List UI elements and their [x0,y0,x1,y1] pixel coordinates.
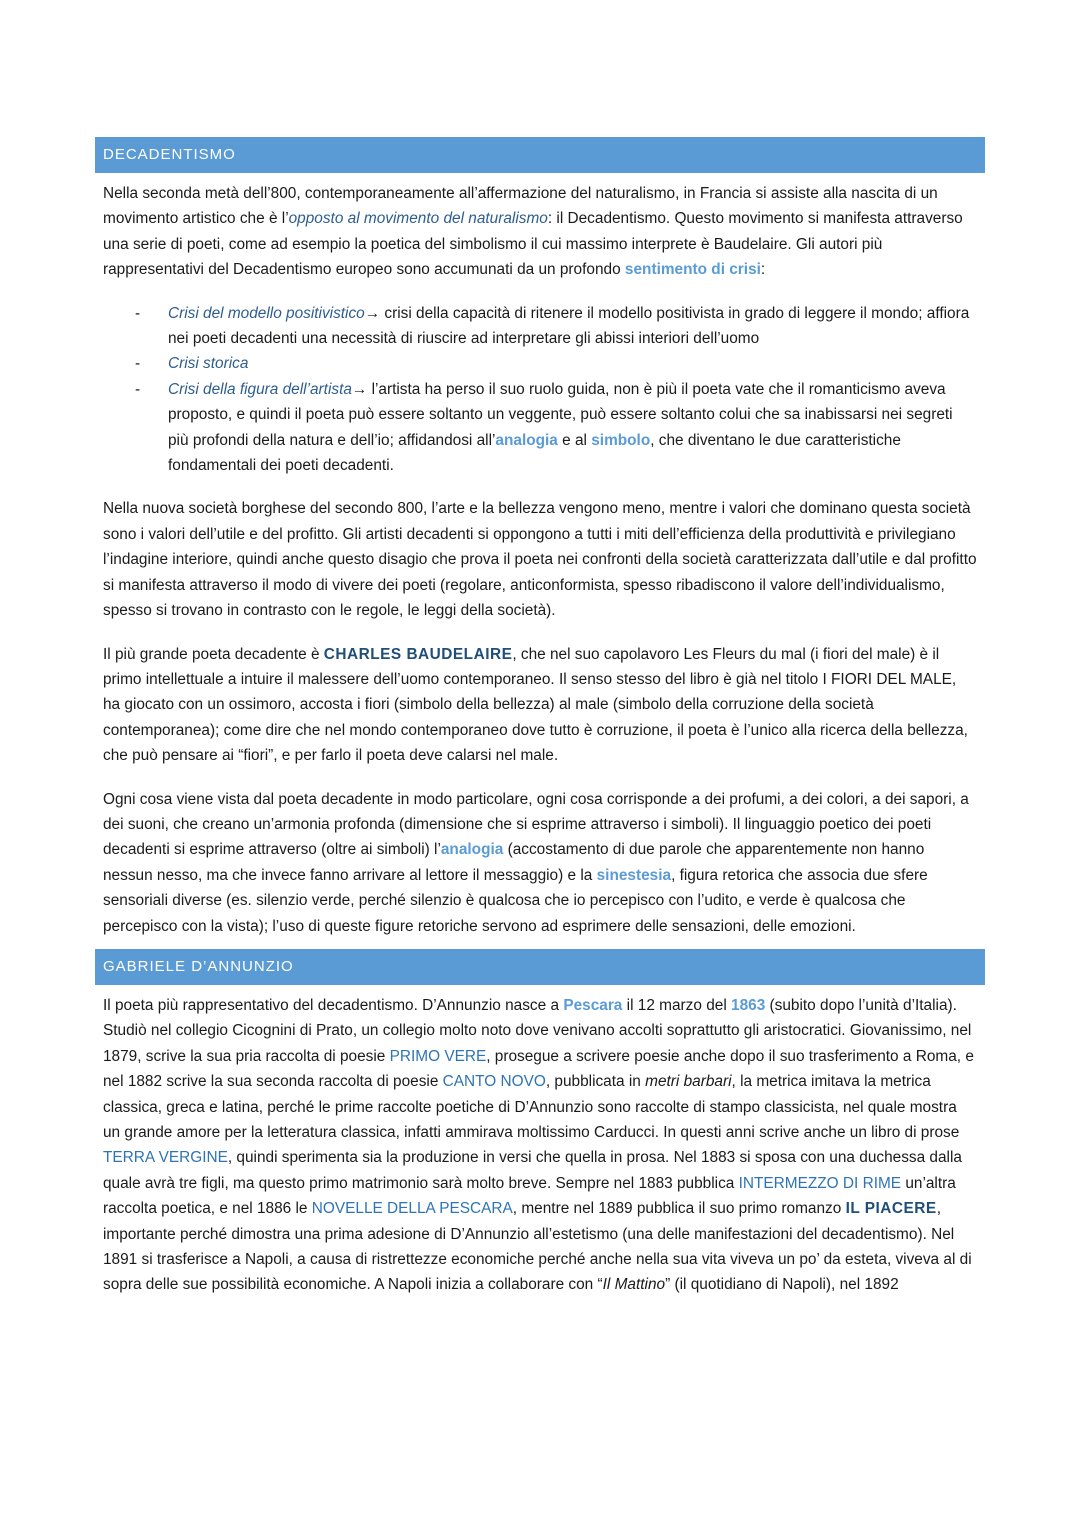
section-header-dannunzio: GABRIELE D’ANNUNZIO [95,949,985,985]
highlight-opposto: opposto al movimento del naturalismo [288,210,548,228]
dash-marker: - [135,380,141,398]
section-header-decadentismo: DECADENTISMO [95,137,985,173]
highlight-sinestesia: sinestesia [596,866,672,884]
work-novelle-della-pescara: NOVELLE DELLA PESCARA [311,1200,513,1218]
work-terra-vergine: TERRA VERGINE [103,1149,228,1167]
intro-paragraph: Nella seconda metà dell’800, contemporaneamente all’affermazione del naturalismo, in Francia si assiste alla nascita di un movimento artistico che è l’opposto al movimento del naturalismo: il Decadentismo. Questo movimento si manifesta attraverso una serie di poeti, come ad esempio la poetica del simbolismo il cui massimo interprete è Baudelaire. Gli autori più rappresentativi del Decadentismo europeo sono accumunati da un profondo sentimento di crisi: [103,185,963,279]
dannunzio-paragraph: Il poeta più rappresentativo del decadentismo. D’Annunzio nasce a Pescara il 12 marzo del 1863 (subito dopo l’unità d’Italia). Studiò nel collegio Cicognini di Prato, un collegio molto noto dove venivano accolti soprattutto gli aristocratici. Giovanissimo, nel 1879, scrive la sua pria raccolta di poesie PRIMO VERE, prosegue a scrivere poesie anche dopo il suo trasferimento a Roma, e nel 1882 scrive la sua seconda raccolta di poesie CANTO NOVO, pubblicata in metri barbari, la metrica imitava la metrica classica, greca e latina, perché le prime raccolte poetiche di D’Annunzio sono raccolte di stampo classicista, nel quale mostra un grande amore per la letteratura classica, infatti ammirava moltissimo Carducci. In questi anni scrive anche un libro di prose TERRA VERGINE, quindi sperimenta sia la produzione in versi che quella in prosa. Nel 1883 si sposa con una duchessa dalla quale avrà tre figli, ma questo primo matrimonio sarà molto breve. Sempre nel 1883 pubblica INTERMEZZO DI RIME un’altra raccolta poetica, e nel 1886 le NOVELLE DELLA PESCARA, mentre nel 1889 pubblica il suo primo romanzo IL PIACERE, importante perché dimostra una prima adesione di D’Annunzio all’estetismo (una delle manifestazioni del decadentismo). Nel 1891 si trasferisce a Napoli, a causa di ristrettezze economiche perché anche nella sua vita viveva un po’ da esteta, viveva al di sopra delle sue possibilità economiche. A Napoli inizia a collaborare con “Il Mattino” (il quotidiano di Napoli), nel 1892 [103,996,974,1294]
arrow-icon: → [351,380,368,398]
work-intermezzo-di-rime: INTERMEZZO DI RIME [738,1174,902,1192]
list-item [95,351,985,376]
arrow-icon: → [364,304,381,322]
baudelaire-paragraph: Il più grande poeta decadente è CHARLES BAUDELAIRE, che nel suo capolavoro Les Fleurs du mal (i fiori del male) è il primo intellettuale a intuire il malessere dell’uomo contemporaneo. Il senso stesso del libro è già nel titolo I FIORI DEL MALE, ha giocato con un ossimoro, accosta i fiori (simbolo della bellezza) al male (simbolo della corruzione della società contemporanea); come dire che nel mondo contemporaneo dove tutto è corruzione, il poeta è l’unico alla ricerca della bellezza, che può pensare ai “fiori”, e per farlo il poeta deve calarsi nel male. [103,645,968,765]
highlight-baudelaire: CHARLES BAUDELAIRE [323,645,513,663]
highlight-analogia: analogia [495,431,558,449]
dash-marker: - [135,304,141,322]
list-item: - Crisi del modello positivistico→ crisi della capacità di ritenere il modello positivista in grado di leggere il mondo; affiora nei poeti decadenti una necessità di riuscire ad interpretare gli abissi interiori dell’uomo [95,301,985,352]
work-canto-novo: CANTO NOVO [442,1073,546,1091]
highlight-pescara: Pescara [563,996,623,1014]
work-il-piacere: IL PIACERE [845,1200,937,1218]
crisis-list [95,301,985,479]
work-primo-vere: PRIMO VERE [389,1047,487,1065]
society-paragraph: Nella nuova società borghese del secondo 800, l’arte e la bellezza vengono meno, mentre i valori che dominano questa società sono i valori dell’utile e del profitto. Gli artisti decadenti si oppongono a tutti i miti dell’efficienza della produttività e privilegiano l’indagine interiore, quindi anche questo disagio che prova il poeta nei confronti della società caratterizzata dall’utile e dal profitto si manifesta attraverso il modo di vivere dei poeti (regolare, anticonformista, spesso ribadiscono il valore dell’individualismo, spesso si trovano in contrasto con le regole, le leggi della società). [103,500,977,620]
list-item-title: Crisi storica [168,355,249,373]
highlight-1863: 1863 [731,996,766,1014]
highlight-sentimento-di-crisi: sentimento di crisi [624,261,761,279]
language-paragraph: Ogni cosa viene vista dal poeta decadente in modo particolare, ogni cosa corrisponde a dei profumi, a dei colori, a dei sapori, a dei suoni, che creano un’armonia profonda (dimensione che si esprime attraverso i simboli). Il linguaggio poetico dei poeti decadenti si esprime attraverso (oltre ai simboli) l’analogia (accostamento di due parole che apparentemente non hanno nessun nesso, ma che invece fanno arrivare al lettore il messaggio) e la sinestesia, figura retorica che associa due sfere sensoriali diverse (es. silenzio verde, perché silenzio è qualcosa che io percepisco con l’udito, e verde è qualcosa che percepisco con la vista); l’uso di queste figure retoriche servono ad esprimere delle sensazioni, delle emozioni. [103,790,969,935]
list-item-title: Crisi del modello positivistico [168,304,365,322]
list-item-title: Crisi della figura dell’artista [168,380,352,398]
metri-barbari: metri barbari [645,1073,732,1091]
highlight-simbolo: simbolo [591,431,651,449]
highlight-analogia-2: analogia [440,841,504,859]
newspaper-il-mattino: Il Mattino [602,1276,666,1294]
list-item: - Crisi della figura dell’artista→ l’artista ha perso il suo ruolo guida, non è più il poeta vate che il romanticismo aveva proposto, e quindi il poeta può essere soltanto un veggente, può essere soltanto colui che sa inabissarsi nei segreti più profondi della natura e dell’io; affidandosi all’analogia e al simbolo, che diventano le due caratteristiche fondamentali dei poeti decadenti. [95,377,985,479]
document-page [95,137,985,1298]
dash-marker: - [135,355,141,373]
